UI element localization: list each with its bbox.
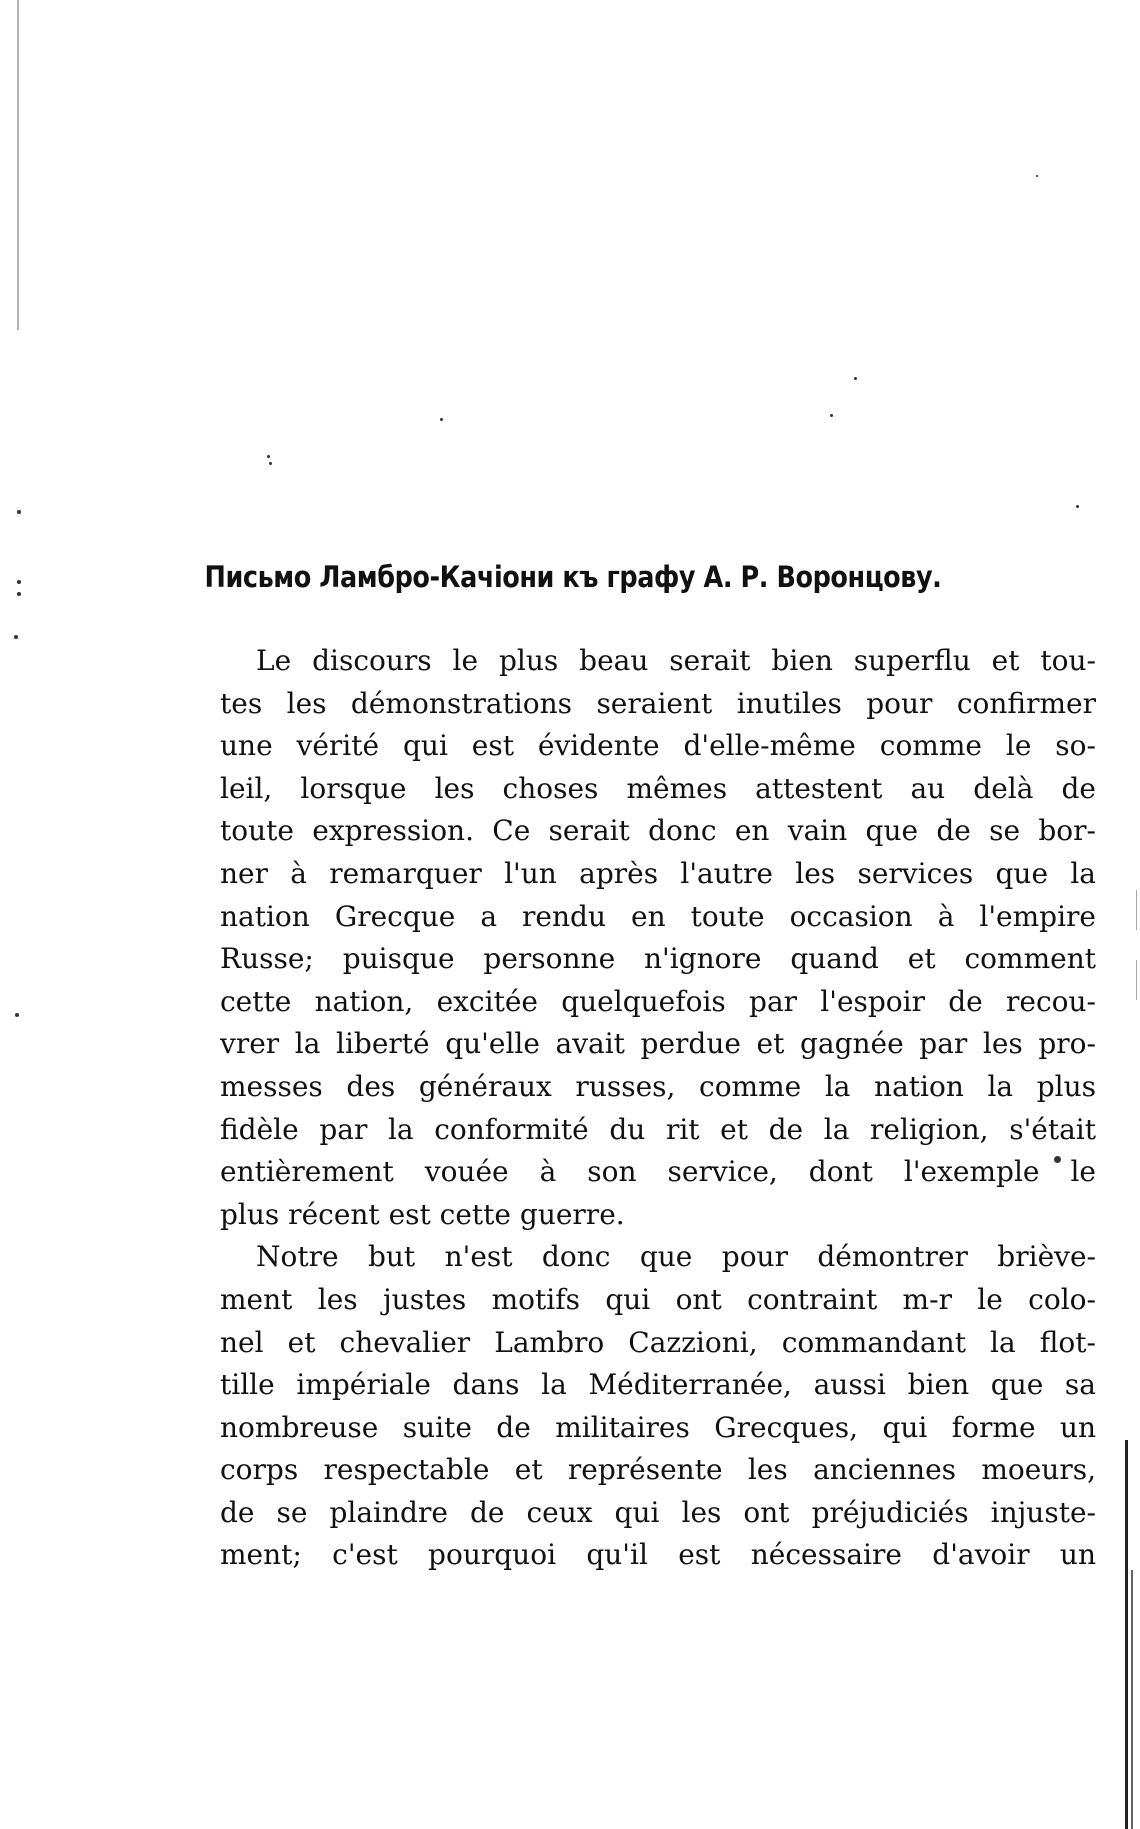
text-line: nation Grecque a rendu en toute occasion à l'empire: [220, 899, 1096, 933]
text-line: nel et chevalier Lambro Cazzioni, commandant la flot-: [220, 1325, 1096, 1359]
text-line: corps respectable et représente les anciennes moeurs,: [220, 1453, 1096, 1487]
text-line: Notre but n'est donc que pour démontrer brièvе-: [256, 1240, 1096, 1274]
paragraph-1: [220, 640, 1096, 1236]
scan-speck: [854, 377, 857, 380]
scan-speck: [1076, 505, 1079, 508]
scan-speck: [1036, 175, 1038, 177]
text-line: leil, lorsque les choses mêmes attestent au delà de: [220, 771, 1096, 805]
text-line: une vérité qui est évidente d'elle-même comme le so-: [220, 729, 1096, 763]
scan-speck: [830, 414, 833, 417]
text-line: Le discours le plus beau serait bien superflu et tou-: [256, 644, 1096, 677]
text-line: ment les justes motifs qui ont contraint m-r le colo-: [220, 1282, 1096, 1316]
scan-speck: [15, 1013, 19, 1017]
scan-edge-right: [1125, 1440, 1128, 1829]
text-line: ment; c'est pourquoi qu'il est nécessaire d'avoir un: [220, 1538, 1096, 1572]
letter-body: [220, 640, 1096, 1577]
scan-speck: [14, 635, 18, 639]
text-line: ner à remarquer l'un après l'autre les services que la: [220, 856, 1096, 890]
scan-edge-right: [1131, 1570, 1133, 1829]
scan-speck: [269, 462, 272, 465]
scan-speck: [17, 510, 21, 514]
scan-edge-right: [1136, 890, 1137, 930]
text-line: de se plaindre de ceux qui les ont préjudiciés injuste-: [220, 1495, 1096, 1529]
text-line: Russe; puisque personne n'ignore quand et comment: [220, 942, 1096, 976]
text-line: tille impériale dans la Méditerranée, aussi bien que sa: [220, 1368, 1096, 1402]
scan-edge-right: [1136, 960, 1137, 1000]
text-line: messes des généraux russes, comme la nation la plus: [220, 1069, 1096, 1103]
text-line: entièrement vouée à son service, dont l'exemple le: [220, 1155, 1096, 1189]
scan-speck: [17, 580, 21, 584]
scan-speck: [440, 418, 443, 421]
paragraph-2: [220, 1236, 1096, 1577]
text-line: cette nation, excitée quelquefois par l'espoir de recou-: [220, 984, 1096, 1018]
text-line: toute expression. Ce serait donc en vain que de se bor-: [220, 814, 1096, 848]
scan-speck: [17, 592, 21, 596]
scan-speck: [267, 455, 270, 458]
text-line: nombreuse suite de militaires Grecques, qui forme un: [220, 1410, 1096, 1444]
text-line: plus récent est cette guerre.: [220, 1197, 625, 1231]
text-line: fidèle par la conformité du rit et de la religion, s'était: [220, 1112, 1096, 1146]
text-line: vrer la liberté qu'elle avait perdue et gagnée par les pro-: [220, 1027, 1096, 1061]
text-line: tes les démonstrations seraient inutiles pour confirmer: [220, 686, 1096, 720]
scan-edge-left: [17, 0, 19, 330]
letter-title: Письмо Ламбро-Качіони къ графу А. Р. Воронцову.: [204, 560, 942, 594]
